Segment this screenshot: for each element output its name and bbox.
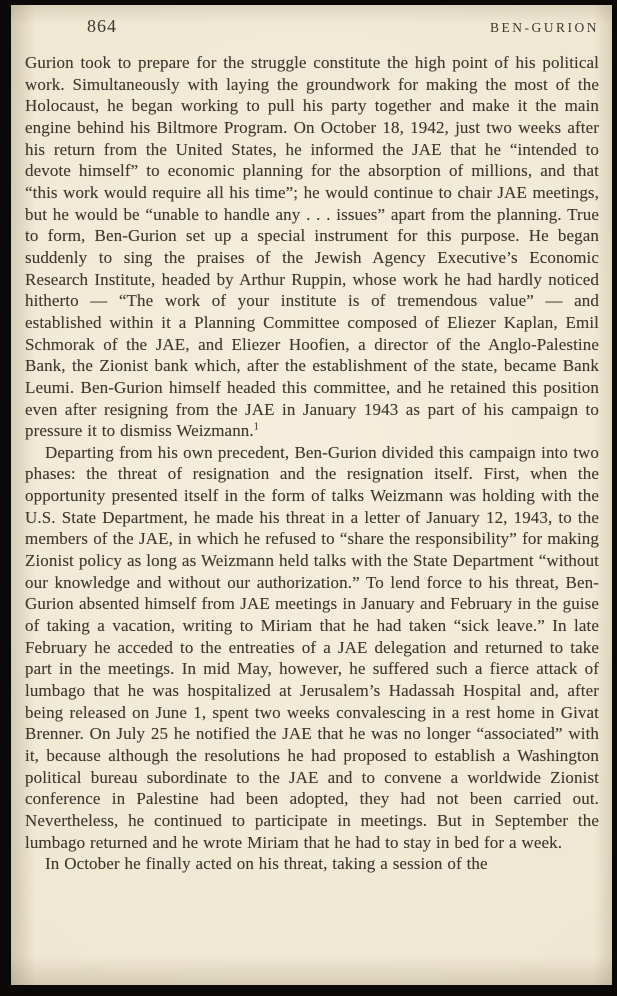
paragraph-text: In October he finally acted on his threat, taking a session of the <box>45 854 488 874</box>
footnote-reference: 1 <box>253 421 259 433</box>
paragraph <box>25 853 599 875</box>
page-number: 864 <box>87 16 117 36</box>
page-body <box>25 52 599 975</box>
book-page <box>11 5 612 985</box>
page-header <box>87 16 599 37</box>
running-head: BEN-GURION <box>490 20 599 35</box>
paragraph-text: Gurion took to prepare for the struggle constitute the high point of his political work. Simultaneously with laying the groundwork for making the most of the Holocaust, he began working to pull his party together and make it the main engine behind his Biltmore Program. On October 18, 1942, just two weeks after his return from the United States, he informed the JAE that he “intended to devote himself” to economic planning for the absorption of millions, and that “this work would require all his time”; he would continue to chair JAE meetings, but he would be “unable to handle any . . . issues” apart from the planning. True to form, Ben-Gurion set up a special instrument for this purpose. He began suddenly to sing the praises of the Jewish Agency Executive’s Economic Research Institute, headed by Arthur Ruppin, whose work he had hardly noticed hitherto — “The work of your institute is of tremendous value” — and established within it a Planning Committee composed of Eliezer Kaplan, Emil Schmorak of the JAE, and Eliezer Hoofien, a director of the Anglo-Palestine Bank, the Zionist bank which, after the establishment of the state, became Bank Leumi. Ben-Gurion himself headed this committee, and he retained this position even after resigning from the JAE in January 1943 as part of his campaign to pressure it to dismiss Weizmann. <box>25 53 599 441</box>
paragraph-text: Departing from his own precedent, Ben-Gurion divided this campaign into two phases: the threat of resignation and the resignation itself. First, when the opportunity presented itself in the form of talks Weizmann was holding with the U.S. State Department, he made his threat in a letter of January 12, 1943, to the members of the JAE, in which he refused to “share the responsibility” for making Zionist policy as long as Weizmann held talks with the State Department “without our knowledge and without our authorization.” To lend force to his threat, Ben-Gurion absented himself from JAE meetings in January and February in the guise of taking a vacation, writing to Miriam that he had taken “sick leave.” In late February he acceded to the entreaties of a JAE delegation and returned to take part in the meetings. In mid May, however, he suffered such a fierce attack of lumbago that he was hospitalized at Jerusalem’s Hadassah Hospital and, after being released on June 1, spent two weeks convalescing in a rest home in Givat Brenner. On July 25 he notified the JAE that he was no longer “associated” with it, because although the resolutions he had proposed to establish a Washington political bureau subordinate to the JAE and to convene a worldwide Zionist conference in Palestine had been adopted, they had not been carried out. Nevertheless, he continued to participate in meetings. But in September the lumbago returned and he wrote Miriam that he had to stay in bed for a week. <box>25 442 599 852</box>
paragraph <box>25 442 599 853</box>
paragraph-continuation <box>25 52 599 442</box>
